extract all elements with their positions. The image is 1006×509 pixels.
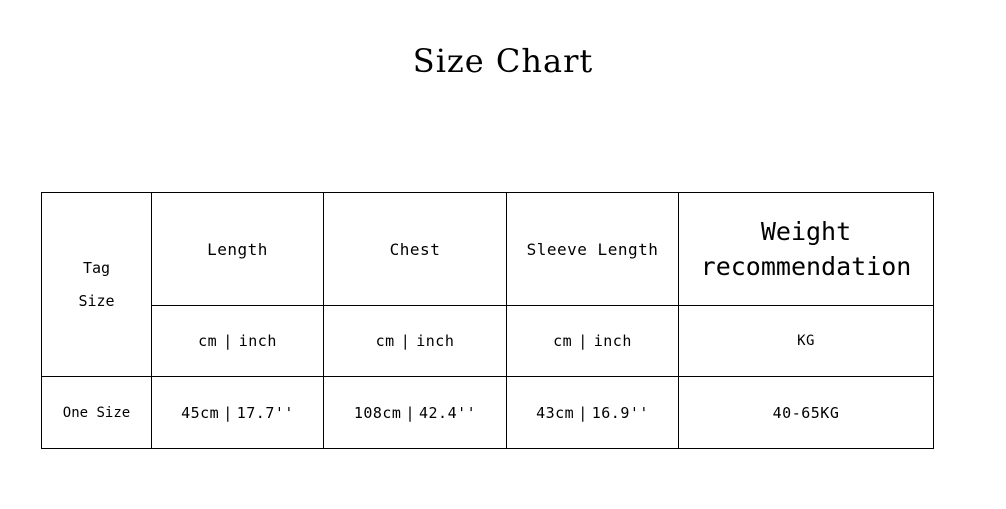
units-length	[152, 306, 324, 377]
row-chest-separator: |	[405, 403, 415, 422]
row-length-separator: |	[223, 403, 233, 422]
units-chest	[324, 306, 507, 377]
table-row	[42, 377, 934, 449]
row-weight: 40-65KG	[679, 377, 934, 449]
tag-header-line2: Size	[78, 291, 115, 310]
units-length-inch: inch	[238, 332, 277, 350]
row-sleeve-inch: 16.9''	[591, 403, 649, 422]
row-chest-cm: 108cm	[353, 403, 402, 422]
units-length-cm: cm	[198, 332, 218, 350]
row-sleeve-cm: 43cm	[536, 403, 575, 422]
units-chest-separator: |	[400, 332, 411, 350]
row-chest-inch: 42.4''	[419, 403, 477, 422]
page-title: Size Chart	[412, 42, 594, 80]
units-sleeve-separator: |	[578, 332, 588, 350]
row-length	[152, 377, 324, 449]
column-header-weight-recommendation	[679, 193, 934, 306]
units-sleeve-inch: inch	[593, 332, 632, 350]
column-header-length: Length	[152, 193, 324, 306]
units-weight: KG	[679, 306, 934, 377]
row-chest	[324, 377, 507, 449]
row-sleeve-separator: |	[578, 403, 588, 422]
tag-header-line1: Tag	[82, 259, 111, 277]
weight-header-line2: recommendation	[700, 252, 912, 281]
units-sleeve-cm: cm	[553, 332, 573, 350]
tag-size-header	[42, 193, 152, 377]
column-header-chest: Chest	[324, 193, 507, 306]
units-chest-inch: inch	[416, 332, 455, 350]
table-header-row	[42, 193, 934, 306]
column-header-sleeve-length: Sleeve Length	[507, 193, 679, 306]
units-sleeve	[507, 306, 679, 377]
size-chart-container	[41, 192, 933, 449]
row-sleeve	[507, 377, 679, 449]
weight-header-line1: Weight	[760, 217, 852, 246]
units-chest-cm: cm	[375, 332, 395, 350]
units-length-separator: |	[223, 332, 233, 350]
row-length-inch: 17.7''	[236, 403, 294, 422]
row-tag-size: One Size	[42, 377, 152, 449]
table-units-row	[42, 306, 934, 377]
size-chart-table	[41, 192, 934, 449]
row-length-cm: 45cm	[181, 403, 220, 422]
